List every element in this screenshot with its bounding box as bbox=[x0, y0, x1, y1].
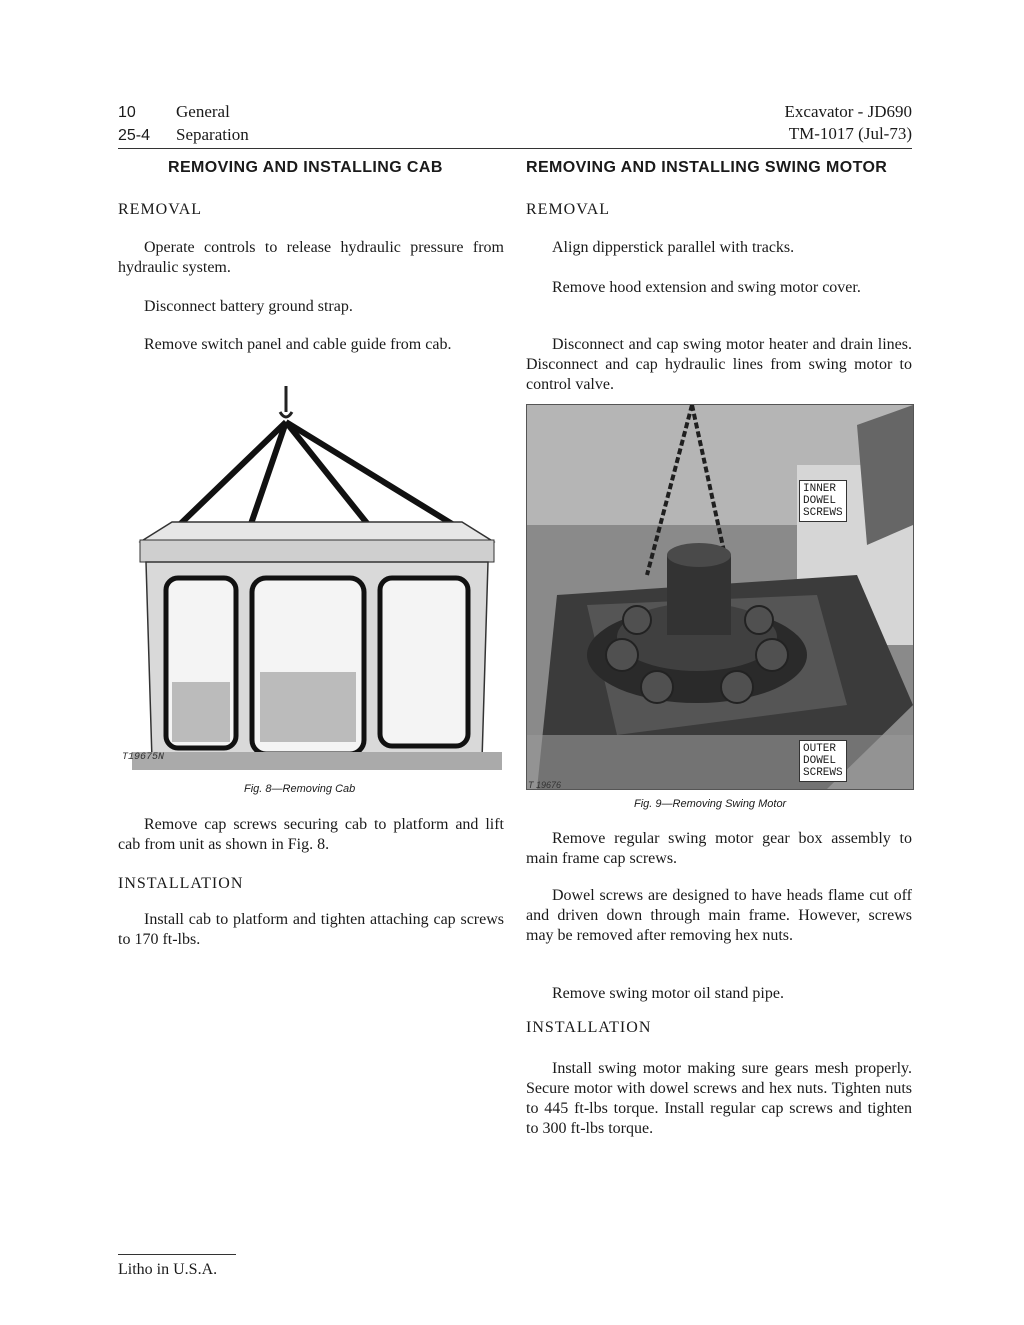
section-title: REMOVING AND INSTALLING SWING MOTOR bbox=[526, 159, 888, 176]
right-column bbox=[526, 158, 918, 393]
callout-line: DOWEL bbox=[803, 495, 837, 507]
removal-heading: REMOVAL bbox=[526, 201, 611, 218]
page-header-left bbox=[118, 101, 249, 147]
header-row bbox=[118, 124, 249, 147]
body-paragraph: Remove regular swing motor gear box assembly to main frame cap screws. bbox=[526, 830, 912, 867]
footer-text: Litho in U.S.A. bbox=[118, 1261, 218, 1278]
header-rule bbox=[118, 148, 912, 149]
removal-step: Remove hood extension and swing motor cover. bbox=[552, 279, 861, 296]
section-label: Separation bbox=[176, 125, 249, 144]
removal-step: Disconnect and cap swing motor heater and drain lines. Disconnect and cap hydraulic lines from swing motor to control valve. bbox=[526, 336, 912, 393]
section-label: General bbox=[176, 102, 230, 121]
figure-tag: T 19676 bbox=[528, 780, 562, 790]
outer-dowel-callout bbox=[799, 740, 847, 782]
installation-heading: INSTALLATION bbox=[526, 1019, 652, 1036]
section-number: 10 bbox=[118, 104, 136, 121]
callout-line: SCREWS bbox=[803, 507, 843, 519]
removal-step: Operate controls to release hydraulic pressure from hydraulic system. bbox=[118, 239, 504, 276]
body-paragraph: Remove swing motor oil stand pipe. bbox=[552, 985, 784, 1002]
footer-rule bbox=[118, 1254, 236, 1255]
inner-dowel-callout bbox=[799, 480, 847, 522]
cab-figure bbox=[132, 382, 502, 770]
callout-line: OUTER bbox=[803, 743, 837, 755]
callout-line: SCREWS bbox=[803, 767, 843, 779]
installation-heading: INSTALLATION bbox=[118, 875, 244, 892]
section-number: 25-4 bbox=[118, 127, 151, 144]
figure-caption: Fig. 9—Removing Swing Motor bbox=[634, 798, 787, 810]
left-column bbox=[118, 158, 510, 353]
removal-step: Remove switch panel and cable guide from cab. bbox=[144, 336, 452, 353]
manual-number: TM-1017 (Jul-73) bbox=[788, 124, 912, 143]
page-header-right bbox=[752, 101, 912, 145]
body-paragraph: Dowel screws are designed to have heads flame cut off and driven down through main frame. However, screws may be removed after removing hex nuts. bbox=[526, 887, 912, 944]
removal-step: Align dipperstick parallel with tracks. bbox=[552, 239, 795, 256]
swing-motor-figure bbox=[526, 404, 914, 790]
body-paragraph: Install cab to platform and tighten attaching cap screws to 170 ft-lbs. bbox=[118, 911, 504, 948]
body-paragraph: Remove cap screws securing cab to platform and lift cab from unit as shown in Fig. 8. bbox=[118, 816, 504, 853]
removal-heading: REMOVAL bbox=[118, 201, 203, 218]
manual-model: Excavator - JD690 bbox=[784, 102, 912, 121]
callout-line: INNER bbox=[803, 483, 837, 495]
figure-caption: Fig. 8—Removing Cab bbox=[244, 783, 356, 795]
swing-motor-photo-icon bbox=[527, 405, 913, 789]
figure-tag: T19675N bbox=[122, 752, 165, 763]
removal-step: Disconnect battery ground strap. bbox=[144, 298, 353, 315]
cab-illustration-icon bbox=[132, 382, 502, 770]
header-row bbox=[118, 101, 249, 124]
section-title: REMOVING AND INSTALLING CAB bbox=[168, 159, 443, 176]
body-paragraph: Install swing motor making sure gears mesh properly. Secure motor with dowel screws and hex nuts. Tighten nuts to 445 ft-lbs torque. Install regular cap screws and tighten to 300 ft-lbs torque. bbox=[526, 1060, 912, 1137]
callout-line: DOWEL bbox=[803, 755, 837, 767]
